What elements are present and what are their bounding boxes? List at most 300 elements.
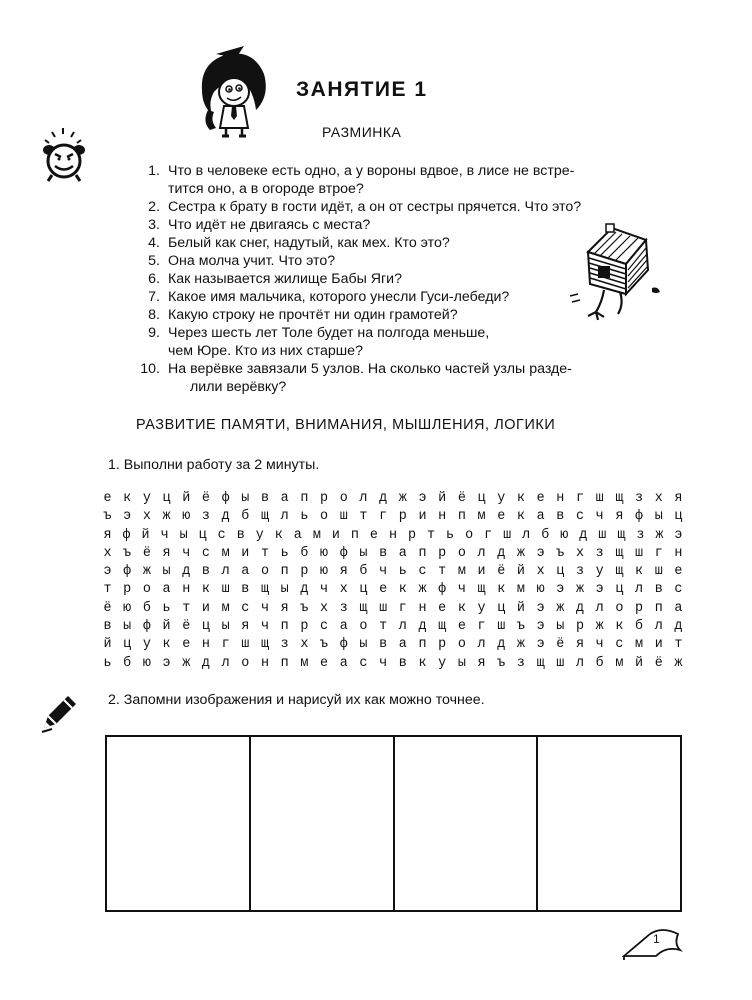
letter: п bbox=[280, 619, 289, 635]
letter: з bbox=[280, 637, 289, 653]
letter: т bbox=[379, 619, 388, 635]
letter: н bbox=[418, 600, 427, 616]
letter: ф bbox=[142, 619, 151, 635]
letter: ш bbox=[598, 527, 607, 543]
letter: ф bbox=[339, 545, 348, 561]
letter: п bbox=[280, 655, 289, 671]
letter: ч bbox=[260, 600, 270, 616]
letter: ь bbox=[300, 509, 309, 525]
letter: л bbox=[477, 637, 486, 653]
letter: в bbox=[103, 619, 112, 635]
letter: п bbox=[654, 600, 663, 616]
letter: ц bbox=[201, 619, 210, 635]
letter: ч bbox=[182, 545, 191, 561]
letter: э bbox=[536, 600, 545, 616]
letter: э bbox=[595, 582, 604, 598]
letter: л bbox=[221, 564, 230, 580]
letter: ш bbox=[221, 582, 230, 598]
letter-row bbox=[103, 490, 683, 508]
letter: е bbox=[536, 491, 545, 506]
question-4: 4. Белый как снег, надутый, как мех. Кто это? bbox=[148, 235, 450, 251]
letter: з bbox=[516, 655, 525, 671]
letter: в bbox=[556, 509, 565, 525]
letter: а bbox=[398, 637, 407, 653]
letter: ш bbox=[497, 619, 506, 635]
letter: о bbox=[339, 491, 348, 506]
letter: р bbox=[635, 600, 644, 616]
letter: у bbox=[497, 491, 506, 506]
page-number: 1 bbox=[653, 932, 660, 946]
letter: к bbox=[274, 527, 283, 543]
letter: н bbox=[260, 655, 270, 671]
letter: ж bbox=[595, 619, 604, 635]
letter: м bbox=[635, 637, 644, 653]
letter: я bbox=[280, 600, 289, 616]
letter: б bbox=[595, 655, 604, 671]
letter: л bbox=[635, 582, 644, 598]
letter: ы bbox=[221, 619, 230, 635]
letter: щ bbox=[615, 564, 624, 580]
letter: я bbox=[615, 509, 624, 525]
question-7: 7. Какое имя мальчика, которого унесли Гуси-лебеди? bbox=[148, 289, 510, 305]
letter: е bbox=[438, 600, 447, 616]
letter: п bbox=[457, 509, 466, 525]
letter: с bbox=[201, 545, 210, 561]
letter: ю bbox=[560, 527, 569, 543]
question-10: 10. На верёвке завязали 5 узлов. На сколько частей узлы разде- лили верёвку? bbox=[140, 361, 572, 395]
letter: ф bbox=[221, 491, 230, 506]
letter: у bbox=[255, 527, 264, 543]
task-1-instruction: 1. Выполни работу за 2 минуты. bbox=[108, 457, 320, 473]
letter: ф bbox=[635, 509, 644, 525]
letter: з bbox=[635, 491, 644, 506]
letter: а bbox=[339, 619, 348, 635]
letter: т bbox=[427, 527, 436, 543]
letter: ё bbox=[201, 491, 210, 506]
letter: д bbox=[300, 582, 309, 598]
letter: к bbox=[201, 582, 210, 598]
letter: л bbox=[280, 509, 289, 525]
letter: т bbox=[438, 564, 447, 580]
letter: ж bbox=[556, 600, 565, 616]
letter: ш bbox=[241, 637, 250, 653]
letter: ю bbox=[123, 600, 132, 616]
letter: ц bbox=[477, 491, 486, 506]
drawing-box[interactable] bbox=[538, 737, 680, 910]
letter: я bbox=[575, 637, 585, 653]
letter: ж bbox=[398, 491, 407, 506]
letter: п bbox=[300, 491, 309, 506]
letter: с bbox=[241, 600, 250, 616]
letter: а bbox=[241, 564, 250, 580]
letter: я bbox=[162, 545, 171, 561]
letter: э bbox=[536, 619, 545, 635]
drawing-boxes bbox=[105, 735, 682, 912]
letter: р bbox=[438, 637, 447, 653]
letter: р bbox=[438, 545, 447, 561]
letter: ц bbox=[198, 527, 207, 543]
letter: д bbox=[418, 619, 427, 635]
letter: в bbox=[236, 527, 245, 543]
letter: т bbox=[103, 582, 112, 598]
letter: и bbox=[331, 527, 340, 543]
letter: ч bbox=[260, 619, 270, 635]
letter: ш bbox=[635, 545, 644, 561]
letter: б bbox=[541, 527, 550, 543]
letter: ч bbox=[160, 527, 169, 543]
letter: ь bbox=[280, 545, 289, 561]
letter: д bbox=[201, 655, 210, 671]
letter: р bbox=[300, 564, 309, 580]
letter: н bbox=[182, 582, 191, 598]
letter: э bbox=[536, 637, 545, 653]
letter: а bbox=[536, 509, 545, 525]
letter: щ bbox=[438, 619, 447, 635]
letter: ь bbox=[162, 600, 171, 616]
letter: о bbox=[241, 655, 250, 671]
question-9: 9. Через шесть лет Толе будет на полгода меньше, чем Юре. Кто из них старше? bbox=[148, 325, 490, 359]
letter: т bbox=[674, 637, 683, 653]
drawing-box[interactable] bbox=[395, 737, 539, 910]
letter: п bbox=[418, 637, 427, 653]
letter: л bbox=[522, 527, 531, 543]
letter: э bbox=[674, 527, 683, 543]
letter: щ bbox=[617, 527, 626, 543]
drawing-box[interactable] bbox=[251, 737, 395, 910]
letter: х bbox=[320, 600, 329, 616]
letter: ё bbox=[654, 655, 663, 671]
letter: ю bbox=[142, 655, 151, 671]
letter: м bbox=[477, 509, 486, 525]
letter: э bbox=[162, 655, 171, 671]
letter: ё bbox=[103, 600, 112, 616]
letter: к bbox=[497, 582, 506, 598]
letter: ц bbox=[359, 582, 368, 598]
letter: в bbox=[398, 655, 407, 671]
hut-on-chicken-legs-illustration bbox=[568, 222, 668, 322]
warmup-heading: РАЗМИНКА bbox=[322, 124, 402, 140]
letter: ы bbox=[123, 619, 132, 635]
drawing-box[interactable] bbox=[107, 737, 251, 910]
letter: ц bbox=[497, 600, 506, 616]
letter: д bbox=[221, 509, 230, 525]
letter: в bbox=[654, 582, 663, 598]
letter: ъ bbox=[516, 619, 525, 635]
question-2: 2. Сестра к брату в гости идёт, а он от сестры прячется. Что это? bbox=[148, 199, 582, 215]
letter: о bbox=[260, 564, 270, 580]
letter: л bbox=[359, 491, 368, 506]
letter: ф bbox=[339, 637, 348, 653]
letter: к bbox=[516, 509, 525, 525]
letter: й bbox=[182, 491, 191, 506]
letter: ж bbox=[516, 545, 525, 561]
letter: з bbox=[595, 545, 604, 561]
letter: й bbox=[516, 564, 525, 580]
letter: е bbox=[369, 527, 378, 543]
task-2-instruction: 2. Запомни изображения и нарисуй их как можно точнее. bbox=[108, 692, 485, 708]
letter: а bbox=[280, 491, 289, 506]
letter: д bbox=[182, 564, 191, 580]
letter: о bbox=[142, 582, 151, 598]
question-5: 5. Она молча учит. Что это? bbox=[148, 253, 336, 269]
letter: о bbox=[320, 509, 329, 525]
letter: р bbox=[575, 619, 585, 635]
letter: б bbox=[241, 509, 250, 525]
letter: х bbox=[339, 582, 348, 598]
letter: ж bbox=[674, 655, 683, 671]
letter: м bbox=[457, 564, 466, 580]
letter: э bbox=[418, 491, 427, 506]
letter: ь bbox=[103, 655, 112, 671]
letter: д bbox=[379, 491, 388, 506]
letter-row bbox=[103, 655, 683, 673]
letter: я bbox=[477, 655, 486, 671]
letter: с bbox=[575, 509, 585, 525]
letter: к bbox=[635, 564, 644, 580]
letter: и bbox=[654, 637, 663, 653]
letter: д bbox=[674, 619, 683, 635]
section-heading: РАЗВИТИЕ ПАМЯТИ, ВНИМАНИЯ, МЫШЛЕНИЯ, ЛОГИКИ bbox=[136, 417, 556, 433]
letter: п bbox=[350, 527, 359, 543]
letter: л bbox=[575, 655, 585, 671]
question-1: 1. Что в человеке есть одно, а у вороны вдвое, в лисе не встре- тится оно, а в огороде втрое? bbox=[148, 163, 575, 197]
letter: ё bbox=[556, 637, 565, 653]
letter: ж bbox=[655, 527, 664, 543]
letter: н bbox=[438, 509, 447, 525]
letter: ж bbox=[182, 655, 191, 671]
letter: д bbox=[579, 527, 588, 543]
letter: ч bbox=[457, 582, 466, 598]
letter: ъ bbox=[103, 509, 112, 525]
letter: у bbox=[595, 564, 604, 580]
letter: е bbox=[457, 619, 466, 635]
letter: ф bbox=[438, 582, 447, 598]
letter: е bbox=[674, 564, 683, 580]
letter: ш bbox=[503, 527, 512, 543]
letter: ы bbox=[179, 527, 188, 543]
letter: б bbox=[123, 655, 132, 671]
letter: г bbox=[575, 491, 585, 506]
letter: д bbox=[575, 600, 585, 616]
letter: п bbox=[280, 564, 289, 580]
letter: к bbox=[457, 600, 466, 616]
letter: ж bbox=[575, 582, 585, 598]
letter: в bbox=[201, 564, 210, 580]
letter-row bbox=[103, 600, 683, 618]
letter: х bbox=[300, 637, 309, 653]
letter: з bbox=[575, 564, 585, 580]
letter: к bbox=[398, 582, 407, 598]
letter: е bbox=[379, 582, 388, 598]
letter-row bbox=[103, 563, 683, 581]
letter: а bbox=[398, 545, 407, 561]
letter: щ bbox=[260, 637, 270, 653]
letter: о bbox=[465, 527, 474, 543]
letter: е bbox=[103, 491, 112, 506]
letter: с bbox=[320, 619, 329, 635]
letter: в bbox=[379, 637, 388, 653]
letter: э bbox=[536, 545, 545, 561]
letter: ю bbox=[536, 582, 545, 598]
letter: ь bbox=[398, 564, 407, 580]
letter: й bbox=[141, 527, 150, 543]
letter: щ bbox=[615, 545, 624, 561]
letter: х bbox=[536, 564, 545, 580]
letter: л bbox=[221, 655, 230, 671]
letter: я bbox=[241, 619, 250, 635]
letter: ч bbox=[379, 564, 388, 580]
letter: б bbox=[635, 619, 644, 635]
letter: й bbox=[438, 491, 447, 506]
letter: л bbox=[595, 600, 604, 616]
letter: у bbox=[142, 637, 151, 653]
letter: ъ bbox=[123, 545, 132, 561]
letter: к bbox=[615, 619, 624, 635]
letter: ы bbox=[654, 509, 663, 525]
letter: а bbox=[674, 600, 683, 616]
letter: у bbox=[477, 600, 486, 616]
letter: в bbox=[260, 491, 270, 506]
letter: к bbox=[123, 491, 132, 506]
letter: н bbox=[388, 527, 397, 543]
letter: ч bbox=[595, 509, 604, 525]
letter: з bbox=[201, 509, 210, 525]
letter: б bbox=[142, 600, 151, 616]
letter: ы bbox=[359, 545, 368, 561]
letter: с bbox=[418, 564, 427, 580]
letter: ю bbox=[320, 564, 329, 580]
letter: е bbox=[497, 509, 506, 525]
letter-grid bbox=[103, 490, 683, 673]
letter: а bbox=[162, 582, 171, 598]
letter: х bbox=[654, 491, 663, 506]
letter: ф bbox=[123, 564, 132, 580]
letter: б bbox=[359, 564, 368, 580]
letter: ы bbox=[359, 637, 368, 653]
letter: ж bbox=[418, 582, 427, 598]
letter: ю bbox=[182, 509, 191, 525]
letter: к bbox=[162, 637, 171, 653]
alarm-clock-icon bbox=[40, 126, 90, 184]
letter: ё bbox=[182, 619, 191, 635]
letter: й bbox=[635, 655, 644, 671]
letter: ш bbox=[595, 491, 604, 506]
letter: я bbox=[674, 491, 683, 506]
letter: ч bbox=[595, 637, 604, 653]
letter: з bbox=[636, 527, 645, 543]
letter: ч bbox=[379, 655, 388, 671]
letter-row bbox=[103, 581, 683, 599]
letter: ы bbox=[241, 491, 250, 506]
letter: ш bbox=[339, 509, 348, 525]
letter: ё bbox=[497, 564, 506, 580]
letter-row bbox=[103, 545, 683, 563]
letter: ш bbox=[379, 600, 388, 616]
letter: ц bbox=[674, 509, 683, 525]
letter: с bbox=[674, 582, 683, 598]
letter: ы bbox=[162, 564, 171, 580]
letter: с bbox=[359, 655, 368, 671]
letter: и bbox=[201, 600, 210, 616]
letter: р bbox=[300, 619, 309, 635]
letter-row bbox=[103, 618, 683, 636]
letter: щ bbox=[260, 509, 270, 525]
letter: н bbox=[674, 545, 683, 561]
letter: а bbox=[293, 527, 302, 543]
letter: щ bbox=[536, 655, 545, 671]
letter: м bbox=[221, 545, 230, 561]
letter: щ bbox=[615, 491, 624, 506]
letter: у bbox=[142, 491, 151, 506]
letter: м bbox=[615, 655, 624, 671]
pencil-icon bbox=[38, 692, 80, 734]
letter: и bbox=[477, 564, 486, 580]
letter: я bbox=[103, 527, 112, 543]
letter: ш bbox=[654, 564, 663, 580]
letter: в bbox=[379, 545, 388, 561]
letter: т bbox=[260, 545, 270, 561]
letter: щ bbox=[260, 582, 270, 598]
letter: а bbox=[339, 655, 348, 671]
letter: р bbox=[407, 527, 417, 543]
letter: г bbox=[477, 619, 486, 635]
letter: т bbox=[359, 509, 368, 525]
letter: р bbox=[320, 491, 329, 506]
letter: д bbox=[497, 545, 506, 561]
letter: е bbox=[320, 655, 329, 671]
letter: е bbox=[182, 637, 191, 653]
letter: г bbox=[398, 600, 407, 616]
letter: я bbox=[339, 564, 348, 580]
letter: г bbox=[654, 545, 663, 561]
letter: г bbox=[379, 509, 388, 525]
letter: х bbox=[142, 509, 151, 525]
letter: г bbox=[221, 637, 230, 653]
letter: ю bbox=[320, 545, 329, 561]
letter: к bbox=[418, 655, 427, 671]
letter: ь bbox=[446, 527, 455, 543]
letter: н bbox=[556, 491, 565, 506]
letter: л bbox=[398, 619, 407, 635]
letter: о bbox=[457, 545, 466, 561]
letter: э bbox=[123, 509, 132, 525]
letter: ъ bbox=[320, 637, 329, 653]
letter: ф bbox=[122, 527, 131, 543]
page-title: ЗАНЯТИЕ 1 bbox=[296, 78, 428, 101]
letter: и bbox=[241, 545, 250, 561]
letter: ы bbox=[457, 655, 466, 671]
letter: л bbox=[477, 545, 486, 561]
letter: з bbox=[339, 600, 348, 616]
letter: й bbox=[162, 619, 171, 635]
letter-row bbox=[103, 527, 683, 545]
letter: ш bbox=[556, 655, 565, 671]
letter: ц bbox=[615, 582, 624, 598]
letter: с bbox=[615, 637, 624, 653]
letter-row bbox=[103, 508, 683, 526]
letter: м bbox=[312, 527, 321, 543]
letter: ъ bbox=[300, 600, 309, 616]
question-3: 3. Что идёт не двигаясь с места? bbox=[148, 217, 371, 233]
letter: ц bbox=[162, 491, 171, 506]
letter: ж bbox=[142, 564, 151, 580]
letter: м bbox=[300, 655, 309, 671]
letter: ж bbox=[516, 637, 525, 653]
letter: ж bbox=[162, 509, 171, 525]
letter: с bbox=[217, 527, 226, 543]
letter: у bbox=[438, 655, 447, 671]
letter: щ bbox=[359, 600, 368, 616]
